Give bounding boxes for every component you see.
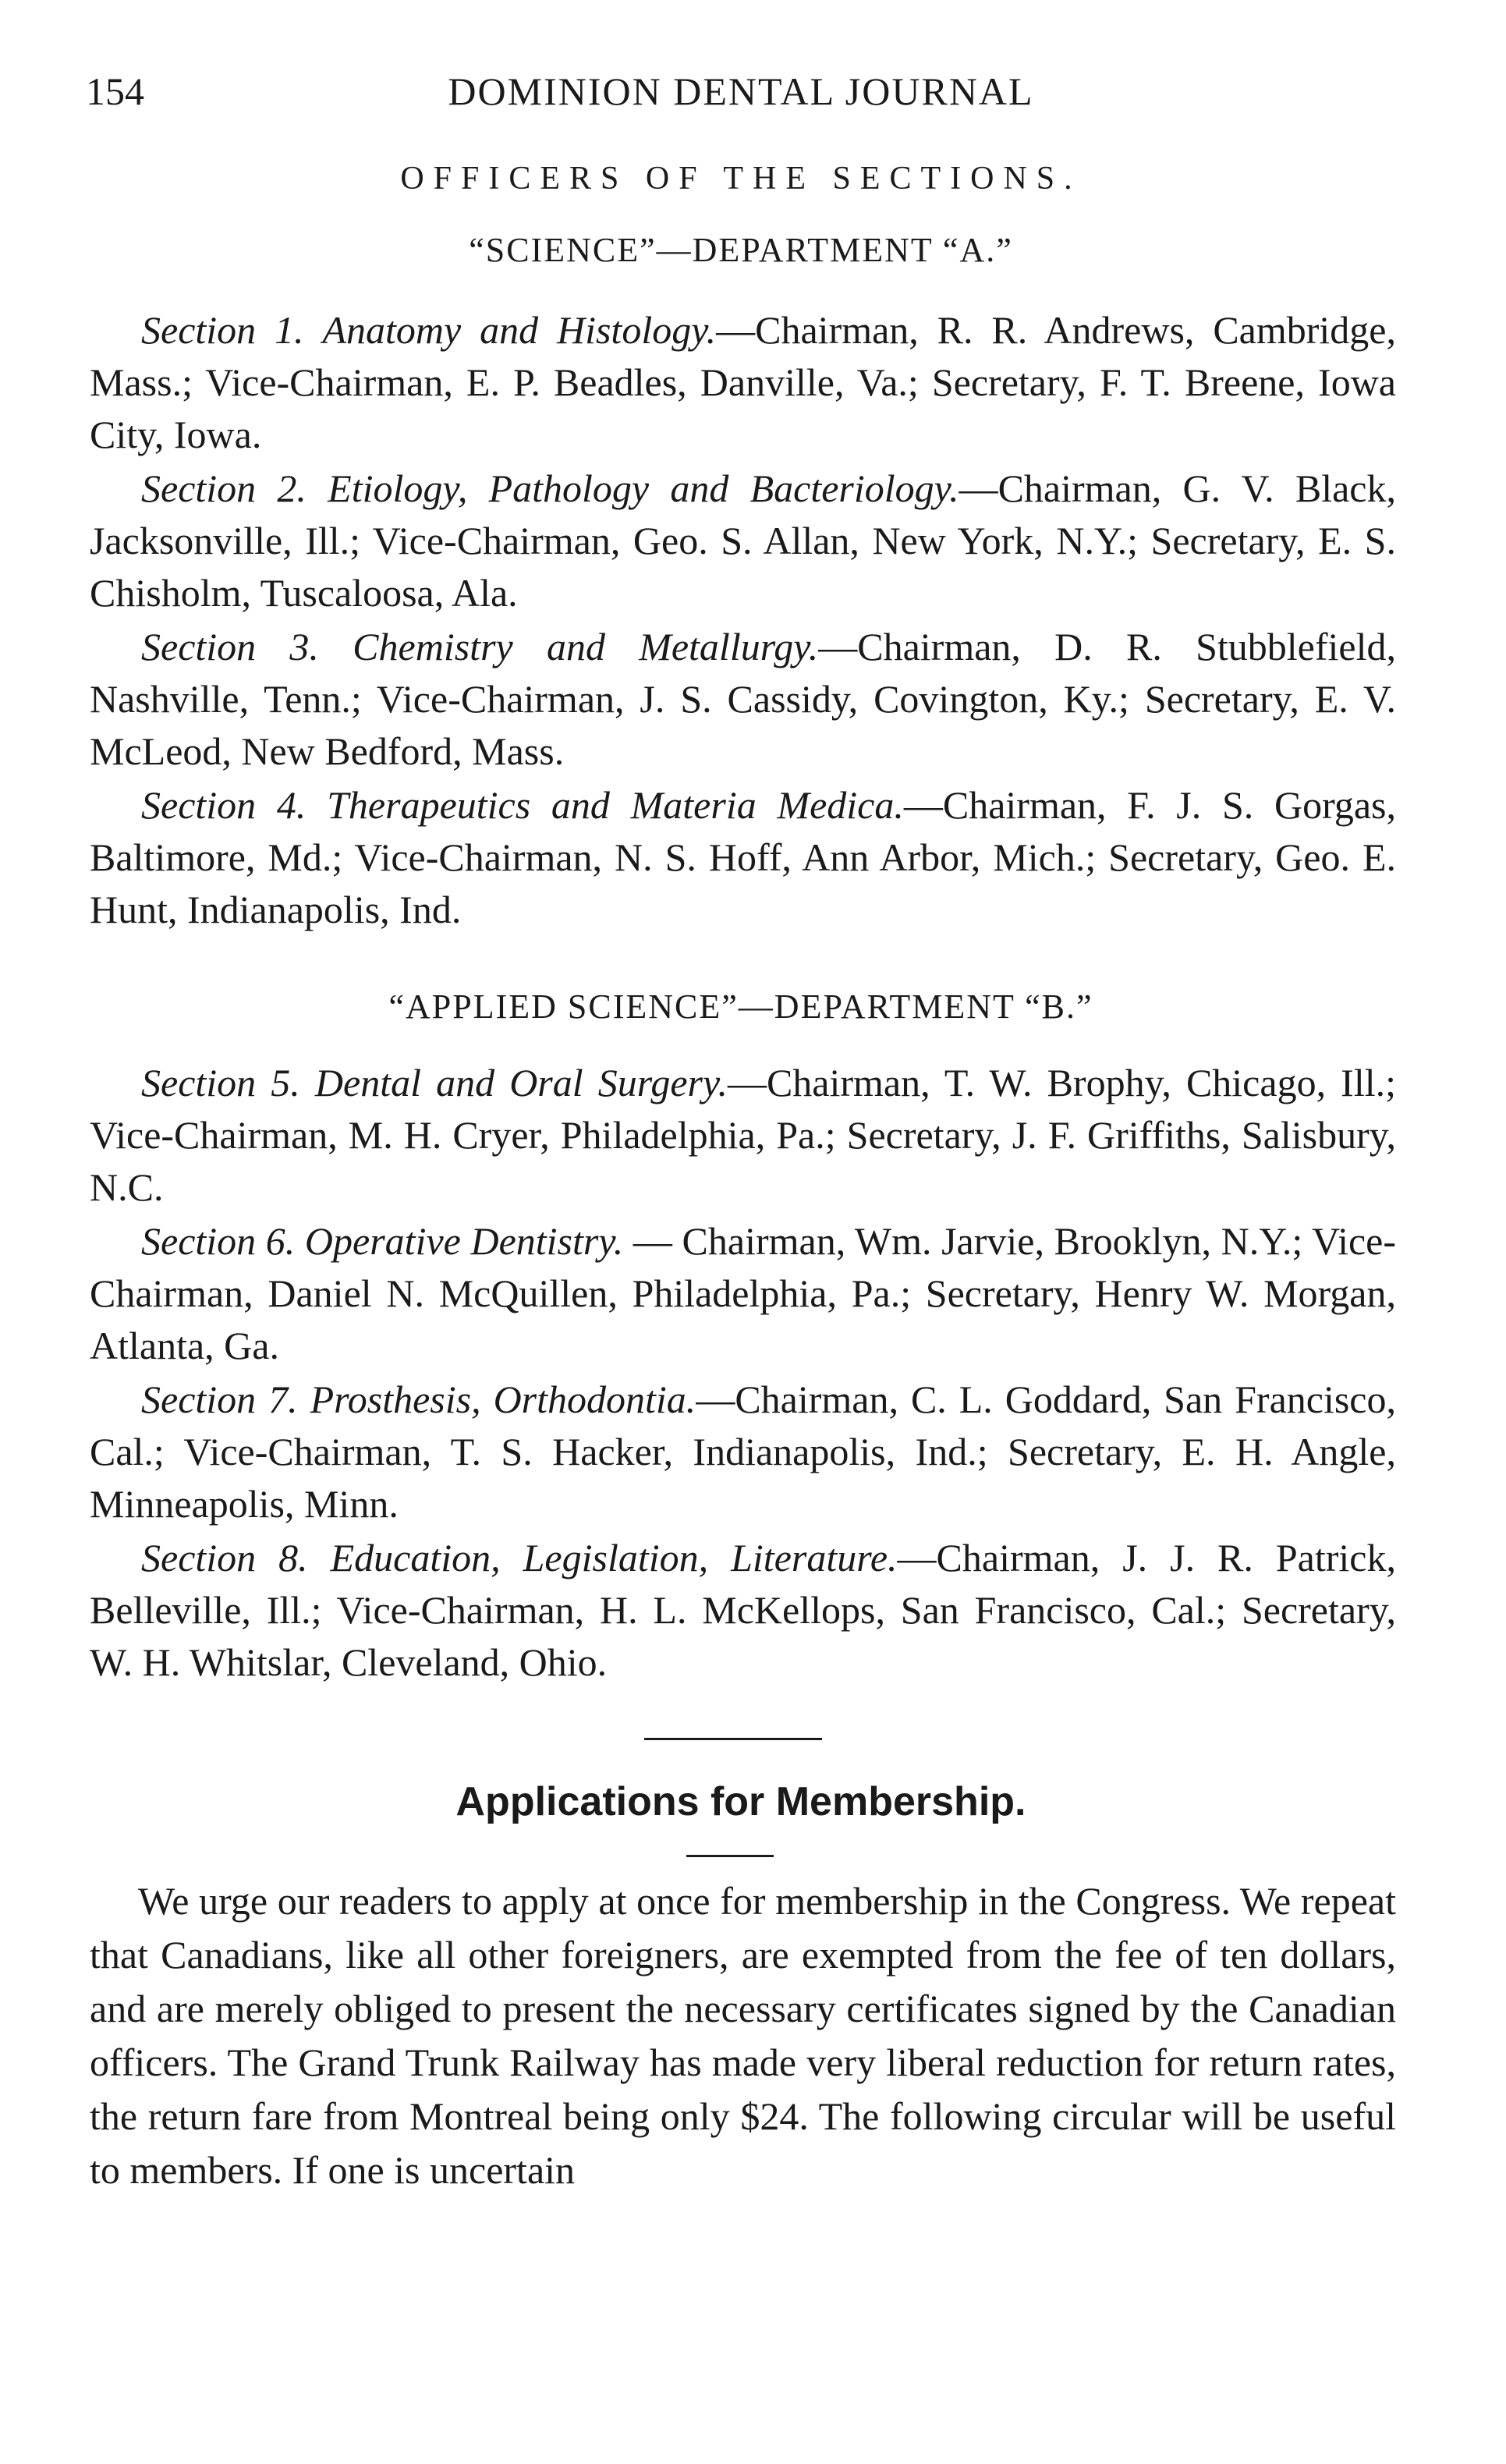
section-subject: Prosthesis, Orthodontia. [310,1377,696,1421]
department-b-sections [90,1057,1396,1690]
section-subject: Chemistry and Metallurgy. [353,625,819,668]
article-heading: Applications for Membership. [455,1779,1026,1824]
department-a-sections [90,304,1396,938]
section-label: Section 1. [141,308,304,352]
section-officers: —Chairman, J. J. R. Patrick, Belleville, Ill.; Vice-Chairman, H. L. McKellops, San Francisco, Cal.; Secretary, W. H. Whitslar, Cleveland, Ohio. [90,1536,1396,1684]
section-officers: —Chairman, G. V. Black, Jacksonville, Ill.; Vice-Chairman, Geo. S. Allan, New York, N.Y.; Secretary, E. S. Chisholm, Tuscaloosa, Ala. [90,466,1396,615]
section-officers: —Chairman, D. R. Stubblefield, Nashville, Tenn.; Vice-Chairman, J. S. Cassidy, Covington, Ky.; Secretary, E. V. McLeod, New Bedford, Mass. [90,625,1397,773]
section-subject: Dental and Oral Surgery. [314,1061,728,1104]
page-number: 154 [86,69,144,113]
section-entry [90,463,1396,619]
section-officers: —Chairman, T. W. Brophy, Chicago, Ill.; Vice-Chairman, M. H. Cryer, Philadelphia, Pa.; Secretary, J. F. Griffiths, Salisbury, N.C. [90,1061,1396,1209]
separator-rule [644,1738,822,1740]
section-entry [90,1057,1396,1214]
page-title: OFFICERS OF THE SECTIONS. [400,161,1082,197]
section-officers: —Chairman, F. J. S. Gorgas, Baltimore, Md.; Vice-Chairman, N. S. Hoff, Ann Arbor, Mich.; Secretary, Geo. E. Hunt, Indianapolis, Ind. [90,783,1396,931]
section-entry [90,1374,1396,1530]
section-officers: —Chairman, C. L. Goddard, San Francisco, Cal.; Vice-Chairman, T. S. Hacker, Indianapolis, Ind.; Secretary, E. H. Angle, Minneapolis, Minn. [90,1377,1397,1526]
section-entry [90,621,1396,778]
department-b-heading: “APPLIED SCIENCE”—DEPARTMENT “B.” [388,987,1093,1026]
section-entry [90,779,1396,936]
section-subject: Operative Dentistry. [304,1219,624,1263]
section-subject: Anatomy and Histology. [322,308,717,352]
section-label: Section 4. [141,783,307,827]
section-label: Section 7. [141,1377,298,1421]
section-label: Section 3. [141,625,319,668]
section-label: Section 8. [141,1536,308,1579]
section-entry [90,1532,1396,1689]
section-subject: Therapeutics and Materia Medica. [327,783,904,827]
heading-underline-rule [686,1855,774,1857]
running-header [86,69,1396,131]
section-officers: —Chairman, R. R. Andrews, Cambridge, Mass.; Vice-Chairman, E. P. Beadles, Danville, Va.; Secretary, F. T. Breene, Iowa City, Iowa. [90,308,1396,456]
section-label: Section 2. [141,466,307,510]
department-a-heading: “SCIENCE”—DEPARTMENT “A.” [469,231,1013,269]
section-entry [90,1215,1396,1372]
section-subject: Etiology, Pathology and Bacteriology. [328,466,959,510]
section-officers: — Chairman, Wm. Jarvie, Brooklyn, N.Y.; Vice-Chairman, Daniel N. McQuillen, Philadelphia, Pa.; Secretary, Henry W. Morgan, Atlanta, Ga. [90,1219,1397,1367]
journal-title: DOMINION DENTAL JOURNAL [448,69,1034,113]
section-subject: Education, Legislation, Literature. [330,1536,898,1579]
section-label: Section 5. [141,1061,300,1104]
article-body: We urge our readers to apply at once for membership in the Congress. We repeat that Canadians, like all other foreigners, are exempted from the fee of ten dollars, and are merely obliged to present the necessary certificates signed by the Canadian officers. The Grand Trunk Railway has made very liberal reduction for return rates, the return fare from Montreal being only $24. The following circular will be useful to members. If one is uncertain [90,1879,1396,2192]
section-entry [90,304,1396,461]
section-label: Section 6. [141,1219,296,1263]
